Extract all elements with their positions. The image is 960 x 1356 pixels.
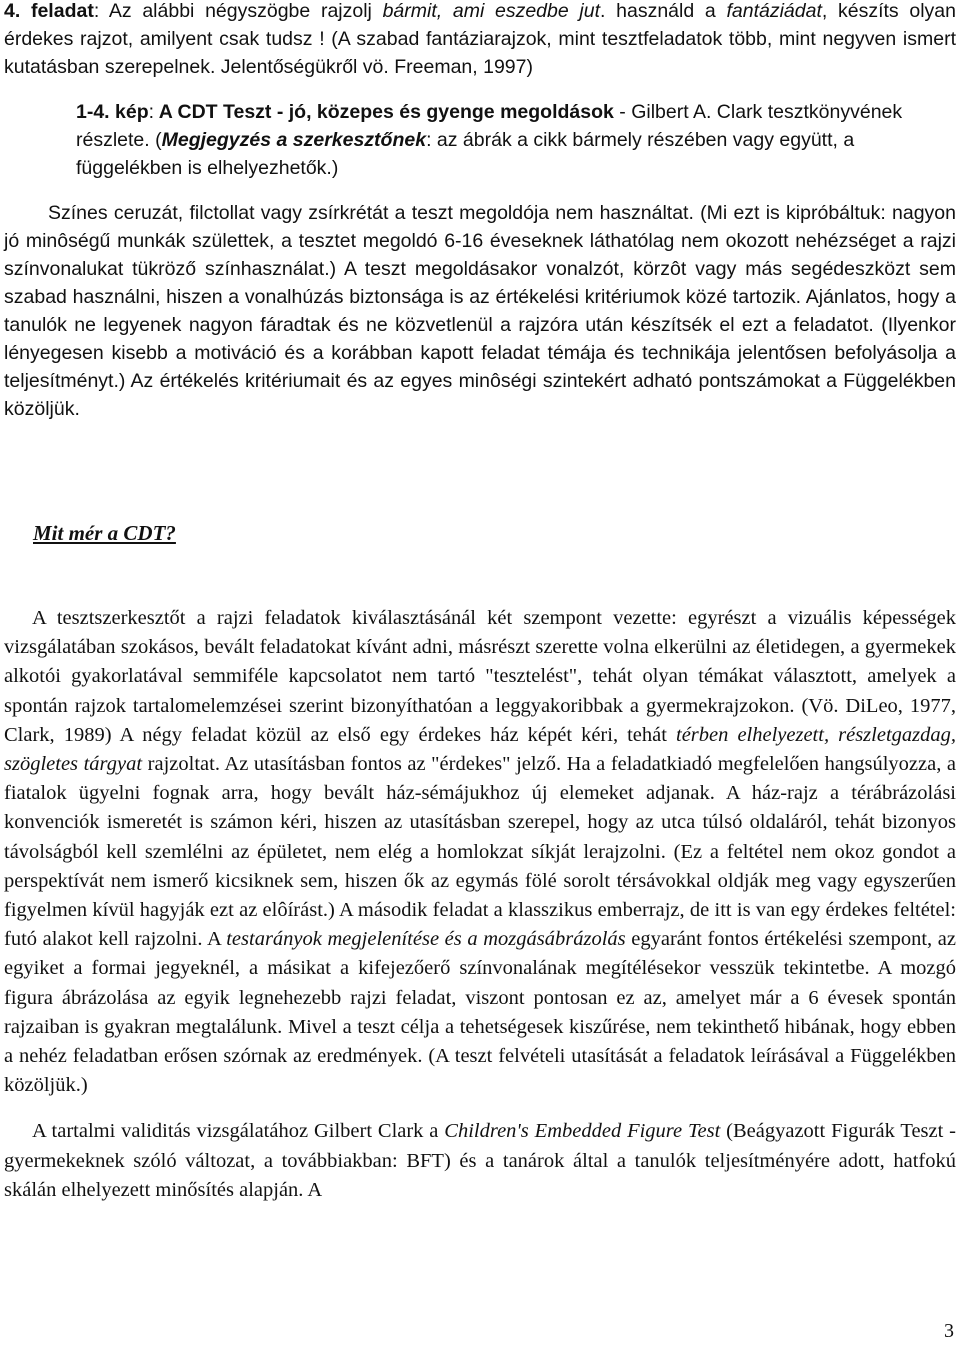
task-label: 4. feladat bbox=[4, 0, 94, 22]
paragraph-validity: A tartalmi validitás vizsgálatához Gilbert Clark a Children's Embedded Figure Test (Beágyazott Figurák Teszt - gyermekeknek szóló változat, a továbbiakban: BFT) és a tanárok által a tanulók teljesítményére adott, hatfokú skálán elhelyezett minősítés alapján. A bbox=[4, 1120, 957, 1201]
test-name: Children's Embedded Figure Test bbox=[444, 1120, 721, 1143]
figure-title: A CDT Teszt - jó, közepes és gyenge megoldások bbox=[154, 101, 614, 123]
paragraph-materials: Színes ceruzát, filctollat vagy zsírkrétát a teszt megoldója nem használtat. (Mi ezt is kipróbáltuk: nagyon jó minôségű munkák születtek, a tesztet megoldó 6-16 éveseknek láthatólag nem okozott nehézséget a rajzi színvonalukat tükröző színhasználat.) A teszt megoldásakor vonalzót, körzôt vagy más segédeszközt sem szabad használni, hiszen a vonalhúzás biztonsága is az értékelési kritériumok közé tartozik. Ajánlatos, hogy a tanulók ne legyenek nagyon fáradtak és ne közvetlenül a rajzóra után készítsék el ezt a feladatot. (Ilyenkor lényegesen kisebb a motiváció és a korábban kapott feladat témája és technikája jelentősen befolyásolja a teljesítményt.) Az értékelés kritériumait és az egyes minôségi szintekért adható pontszámokat a Függelékben közöljük. bbox=[4, 202, 956, 420]
task-emphasis-fantasy: fantáziádat bbox=[726, 0, 822, 22]
paragraph-task-selection: A tesztszerkesztőt a rajzi feladatok kiválasztásánál két szempont vezette: egyrészt a vizuális képességek vizsgálatában szokásos, bevált feladatokat kívánt adni, másrészt szerette volna elkerülni az életidegen, a gyermekek alkotói gyakorlatával semmiféle kapcsolatot nem tartó "tesztelést", tehát olyan témákat választott, amelyek a spontán rajzok tartalomelemzései szerint bizonyíthatóan a leggyakoribbak a gyermekrajzokon. (Vö. DiLeo, 1977, Clark, 1989) A négy feladat közül az első egy érdekes ház képét kéri, tehát térben elhelyezett, részletgazdag, szögletes tárgyat rajzoltat. Az utasításban fontos az "érdekes" jelző. Ha a feladatkiadó megfelelően hangsúlyozza, a fiatalok ügyelni fognak arra, hogy bevált ház-sémájukhoz új elemeket adjanak. A ház-rajz a térábrázolási konvenciók ismeretét is számon kéri, hiszen az utasításban szerepel, hogy az utca túlsó oldaláról, tehát bizonyos távolságból kell szemlélni az épületet, nem elég a homlokzat síkját lerajzolni. (Ez a feltétel nem okoz gondot a perspektívát nem ismerő kicsiknek sem, hiszen ők az egymás fölé sorolt térsávokkal oldják meg vagy egyszerűen figyelmen kívül hagyják ezt az elôírást.) A második feladat a klasszikus emberrajz, de itt is van egy érdekes feltétel: futó alakot kell rajzolni. A testarányok megjelenítése és a mozgásábrázolás egyaránt fontos értékelési szempont, az egyiket a formai jegyeknél, a másikat a kifejezőerő színvonalának megítélésekor vesszük tekintetbe. A mozgó figura ábrázolása az egyik legnehezebb rajzi feladat, viszont pontosan ez az, amelyet már a 6 évesek spontán rajzaiban is gyakran megtalálunk. Mivel a teszt célja a tehetségesek kiszűrése, nem tekinthető hibának, hogy ebben a nehéz feladatban erősen szórnak az eredmények. (A teszt felvételi utasítását a feladatok leírásával a Függelékben közöljük.) bbox=[4, 607, 956, 1097]
figure-number: 1-4. kép bbox=[76, 101, 149, 123]
task-emphasis-anything: bármit, ami eszedbe jut bbox=[382, 0, 601, 22]
figure-caption: 1-4. kép: A CDT Teszt - jó, közepes és gyenge megoldások - Gilbert A. Clark tesztkönyvének részlete. (Megjegyzés a szerkesztőnek: az ábrák a cikk bármely részében vagy együtt, a függelékben is elhelyezhetők.) bbox=[76, 101, 903, 179]
section-heading: Mit mér a CDT? bbox=[33, 521, 176, 545]
editor-note-text: : az ábrák a cikk bármely részében vagy együtt, a függelékben is elhelyezhetők.) bbox=[76, 129, 855, 179]
task-4-paragraph: 4. feladat: Az alábbi négyszögbe rajzolj bármit, ami eszedbe jut. használd a fantáziádat, készíts olyan érdekes rajzot, amilyent csak tudsz ! (A szabad fantáziarajzok, mint tesztfeladatok több, mint negyven ismert kutatásban szerepelnek. Jelentőségükről vö. Freeman, 1997) bbox=[4, 0, 956, 78]
editor-note-label: Megjegyzés a szerkesztőnek bbox=[161, 129, 427, 151]
page-number: 3 bbox=[944, 1320, 954, 1342]
